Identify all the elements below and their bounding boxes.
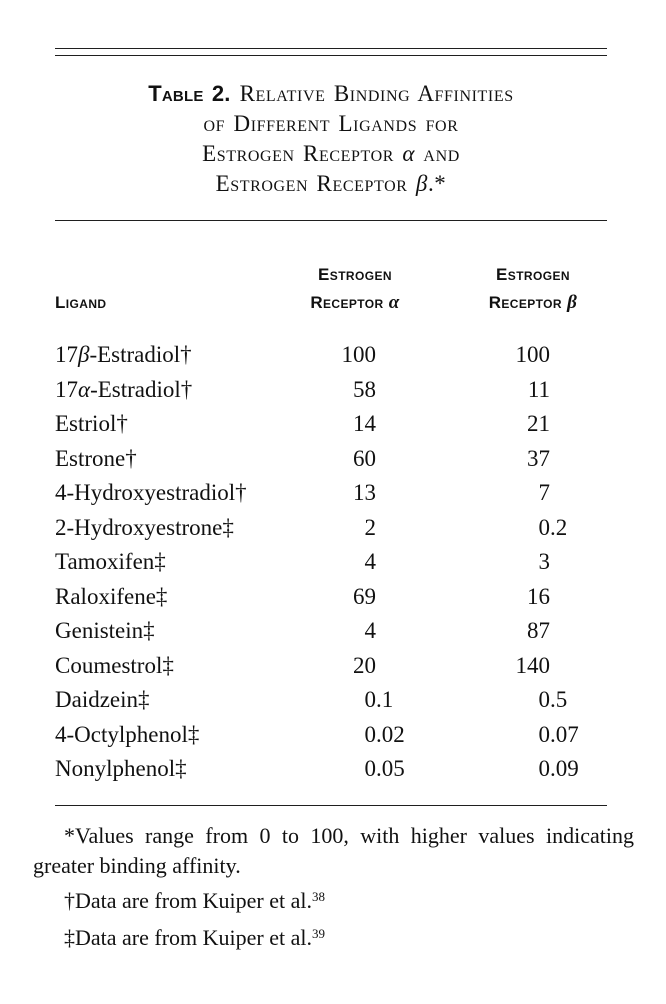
title-line-3 [55, 139, 607, 169]
value-alpha [251, 511, 459, 546]
table-row [55, 683, 607, 718]
value-beta [459, 752, 607, 787]
integer-part: 0 [364, 687, 376, 712]
value-beta [459, 373, 607, 408]
integer-part: 0 [538, 721, 550, 747]
integer-part: 58 [353, 376, 376, 402]
text-run: .* [427, 171, 447, 196]
integer-part: 69 [353, 583, 376, 609]
text-run: Receptor [488, 293, 568, 312]
ligand-name [55, 407, 251, 442]
title-rule [55, 220, 607, 221]
table-row [55, 580, 607, 615]
value-beta [459, 580, 607, 615]
table-row [55, 317, 607, 373]
ligand-name [55, 614, 251, 649]
greek-letter: β [78, 342, 90, 367]
text-run: Relative Binding Affinities [239, 81, 514, 106]
integer-part: 16 [527, 583, 550, 609]
greek-letter: α [78, 376, 91, 402]
integer-part: 100 [341, 342, 376, 367]
dagger-marker: † [64, 888, 75, 913]
ligand-name [55, 752, 251, 787]
ligand-name [55, 373, 251, 408]
value-beta [459, 317, 607, 373]
text-run: Tamoxifen‡ [55, 549, 166, 574]
text-run: and [415, 141, 460, 166]
fraction-part: .2 [550, 514, 568, 540]
table-row [55, 752, 607, 787]
text-run: Estrogen [496, 265, 570, 284]
ligand-name [55, 580, 251, 615]
fraction-part: .09 [550, 756, 579, 781]
value-beta [459, 683, 607, 718]
value-alpha [251, 317, 459, 373]
table-figure [55, 48, 607, 806]
footnote-double-dagger-text: Data are from Kuiper et al. [75, 925, 312, 950]
er-alpha-line-1 [251, 261, 459, 289]
integer-part: 0 [364, 756, 376, 781]
value-alpha [251, 442, 459, 477]
integer-part: 2 [364, 514, 376, 540]
ligand-name [55, 683, 251, 718]
ligand-name [55, 476, 251, 511]
title-text-1 [240, 81, 514, 106]
value-alpha [251, 545, 459, 580]
text-run: 17 [55, 342, 78, 367]
ligand-name [55, 718, 251, 753]
integer-part: 20 [353, 652, 376, 678]
table-row [55, 407, 607, 442]
title-line-4 [55, 169, 607, 199]
value-beta [459, 476, 607, 511]
greek-letter: α [388, 292, 400, 313]
column-header-er-beta [459, 261, 607, 317]
reference-39: 39 [312, 926, 325, 941]
text-run: -Estradiol† [90, 376, 193, 402]
ligand-name [55, 511, 251, 546]
text-run: Estrogen Receptor [215, 171, 416, 196]
table-header [55, 261, 607, 317]
integer-part: 100 [515, 342, 550, 367]
integer-part: 0 [364, 721, 376, 747]
table-title [55, 79, 607, 199]
title-line-2 [55, 109, 607, 139]
value-alpha [251, 580, 459, 615]
text-run: Genistein‡ [55, 618, 155, 643]
table-row [55, 511, 607, 546]
value-alpha [251, 476, 459, 511]
text-run: Estrogen Receptor [202, 141, 403, 166]
integer-part: 37 [527, 445, 550, 471]
integer-part: 60 [353, 445, 376, 471]
asterisk-marker: * [64, 823, 75, 848]
integer-part: 21 [527, 411, 550, 436]
table-row [55, 442, 607, 477]
integer-part: 4 [364, 549, 376, 574]
footnote-double-dagger [33, 923, 634, 953]
fraction-part: .5 [550, 687, 568, 712]
integer-part: 0 [538, 756, 550, 781]
fraction-part: .05 [376, 756, 405, 781]
footnote-dagger [33, 886, 634, 916]
footnote-dagger-text: Data are from Kuiper et al. [75, 888, 312, 913]
value-alpha [251, 752, 459, 787]
table-number-label: Table 2. [148, 81, 231, 106]
text-run: 4-Octylphenol‡ [55, 721, 200, 747]
text-run: Estriol† [55, 411, 128, 436]
ligand-name [55, 649, 251, 684]
integer-part: 7 [538, 480, 550, 505]
greek-letter: α [402, 141, 416, 166]
ligand-name [55, 317, 251, 373]
footnotes [33, 809, 634, 953]
table-row [55, 718, 607, 753]
text-run: of Different Ligands for [203, 111, 459, 136]
er-alpha-line-2 [251, 289, 459, 317]
text-run: Nonylphenol‡ [55, 756, 187, 781]
value-alpha [251, 718, 459, 753]
greek-letter: β [567, 292, 578, 313]
column-header-ligand: Ligand [55, 293, 107, 312]
text-run: Receptor [310, 293, 389, 312]
value-beta [459, 718, 607, 753]
reference-38: 38 [312, 889, 325, 904]
text-run: Coumestrol‡ [55, 652, 174, 678]
value-alpha [251, 614, 459, 649]
er-beta-line-2 [459, 289, 607, 317]
table-body [55, 317, 607, 787]
table-row [55, 373, 607, 408]
integer-part: 11 [527, 376, 550, 402]
text-run: Raloxifene‡ [55, 583, 168, 609]
integer-part: 0 [538, 514, 550, 540]
header-row [55, 261, 607, 317]
top-double-rule [55, 48, 607, 56]
greek-letter: β [415, 171, 428, 196]
text-run: -Estradiol† [89, 342, 192, 367]
text-run: Estrogen [318, 265, 392, 284]
table-row [55, 476, 607, 511]
text-run: Estrone† [55, 445, 137, 471]
integer-part: 3 [538, 549, 550, 574]
value-alpha [251, 373, 459, 408]
integer-part: 4 [364, 618, 376, 643]
value-beta [459, 442, 607, 477]
column-header-er-alpha [251, 261, 459, 317]
ligand-name [55, 545, 251, 580]
integer-part: 13 [353, 480, 376, 505]
text-run: 17 [55, 376, 78, 402]
er-beta-line-1 [459, 261, 607, 289]
double-dagger-marker: ‡ [64, 925, 75, 950]
value-beta [459, 545, 607, 580]
footnote-asterisk [33, 821, 634, 881]
table-row [55, 614, 607, 649]
footnote-asterisk-text: Values range from 0 to 100, with higher values indicating greater binding affinity. [33, 823, 634, 878]
value-beta [459, 407, 607, 442]
ligand-name [55, 442, 251, 477]
text-run: 4-Hydroxyestradiol† [55, 480, 247, 505]
table-row [55, 545, 607, 580]
fraction-part: .1 [376, 687, 394, 712]
integer-part: 87 [527, 618, 550, 643]
value-beta [459, 511, 607, 546]
fraction-part: .02 [376, 721, 405, 747]
value-alpha [251, 407, 459, 442]
table-bottom-rule [55, 805, 607, 806]
integer-part: 0 [538, 687, 550, 712]
integer-part: 14 [353, 411, 376, 436]
binding-affinity-table [55, 261, 607, 787]
value-beta [459, 649, 607, 684]
value-alpha [251, 683, 459, 718]
title-line-1 [55, 79, 607, 109]
integer-part: 140 [515, 652, 550, 678]
table-row [55, 649, 607, 684]
text-run: 2-Hydroxyestrone‡ [55, 514, 234, 540]
fraction-part: .07 [550, 721, 579, 747]
value-beta [459, 614, 607, 649]
text-run: Daidzein‡ [55, 687, 150, 712]
value-alpha [251, 649, 459, 684]
